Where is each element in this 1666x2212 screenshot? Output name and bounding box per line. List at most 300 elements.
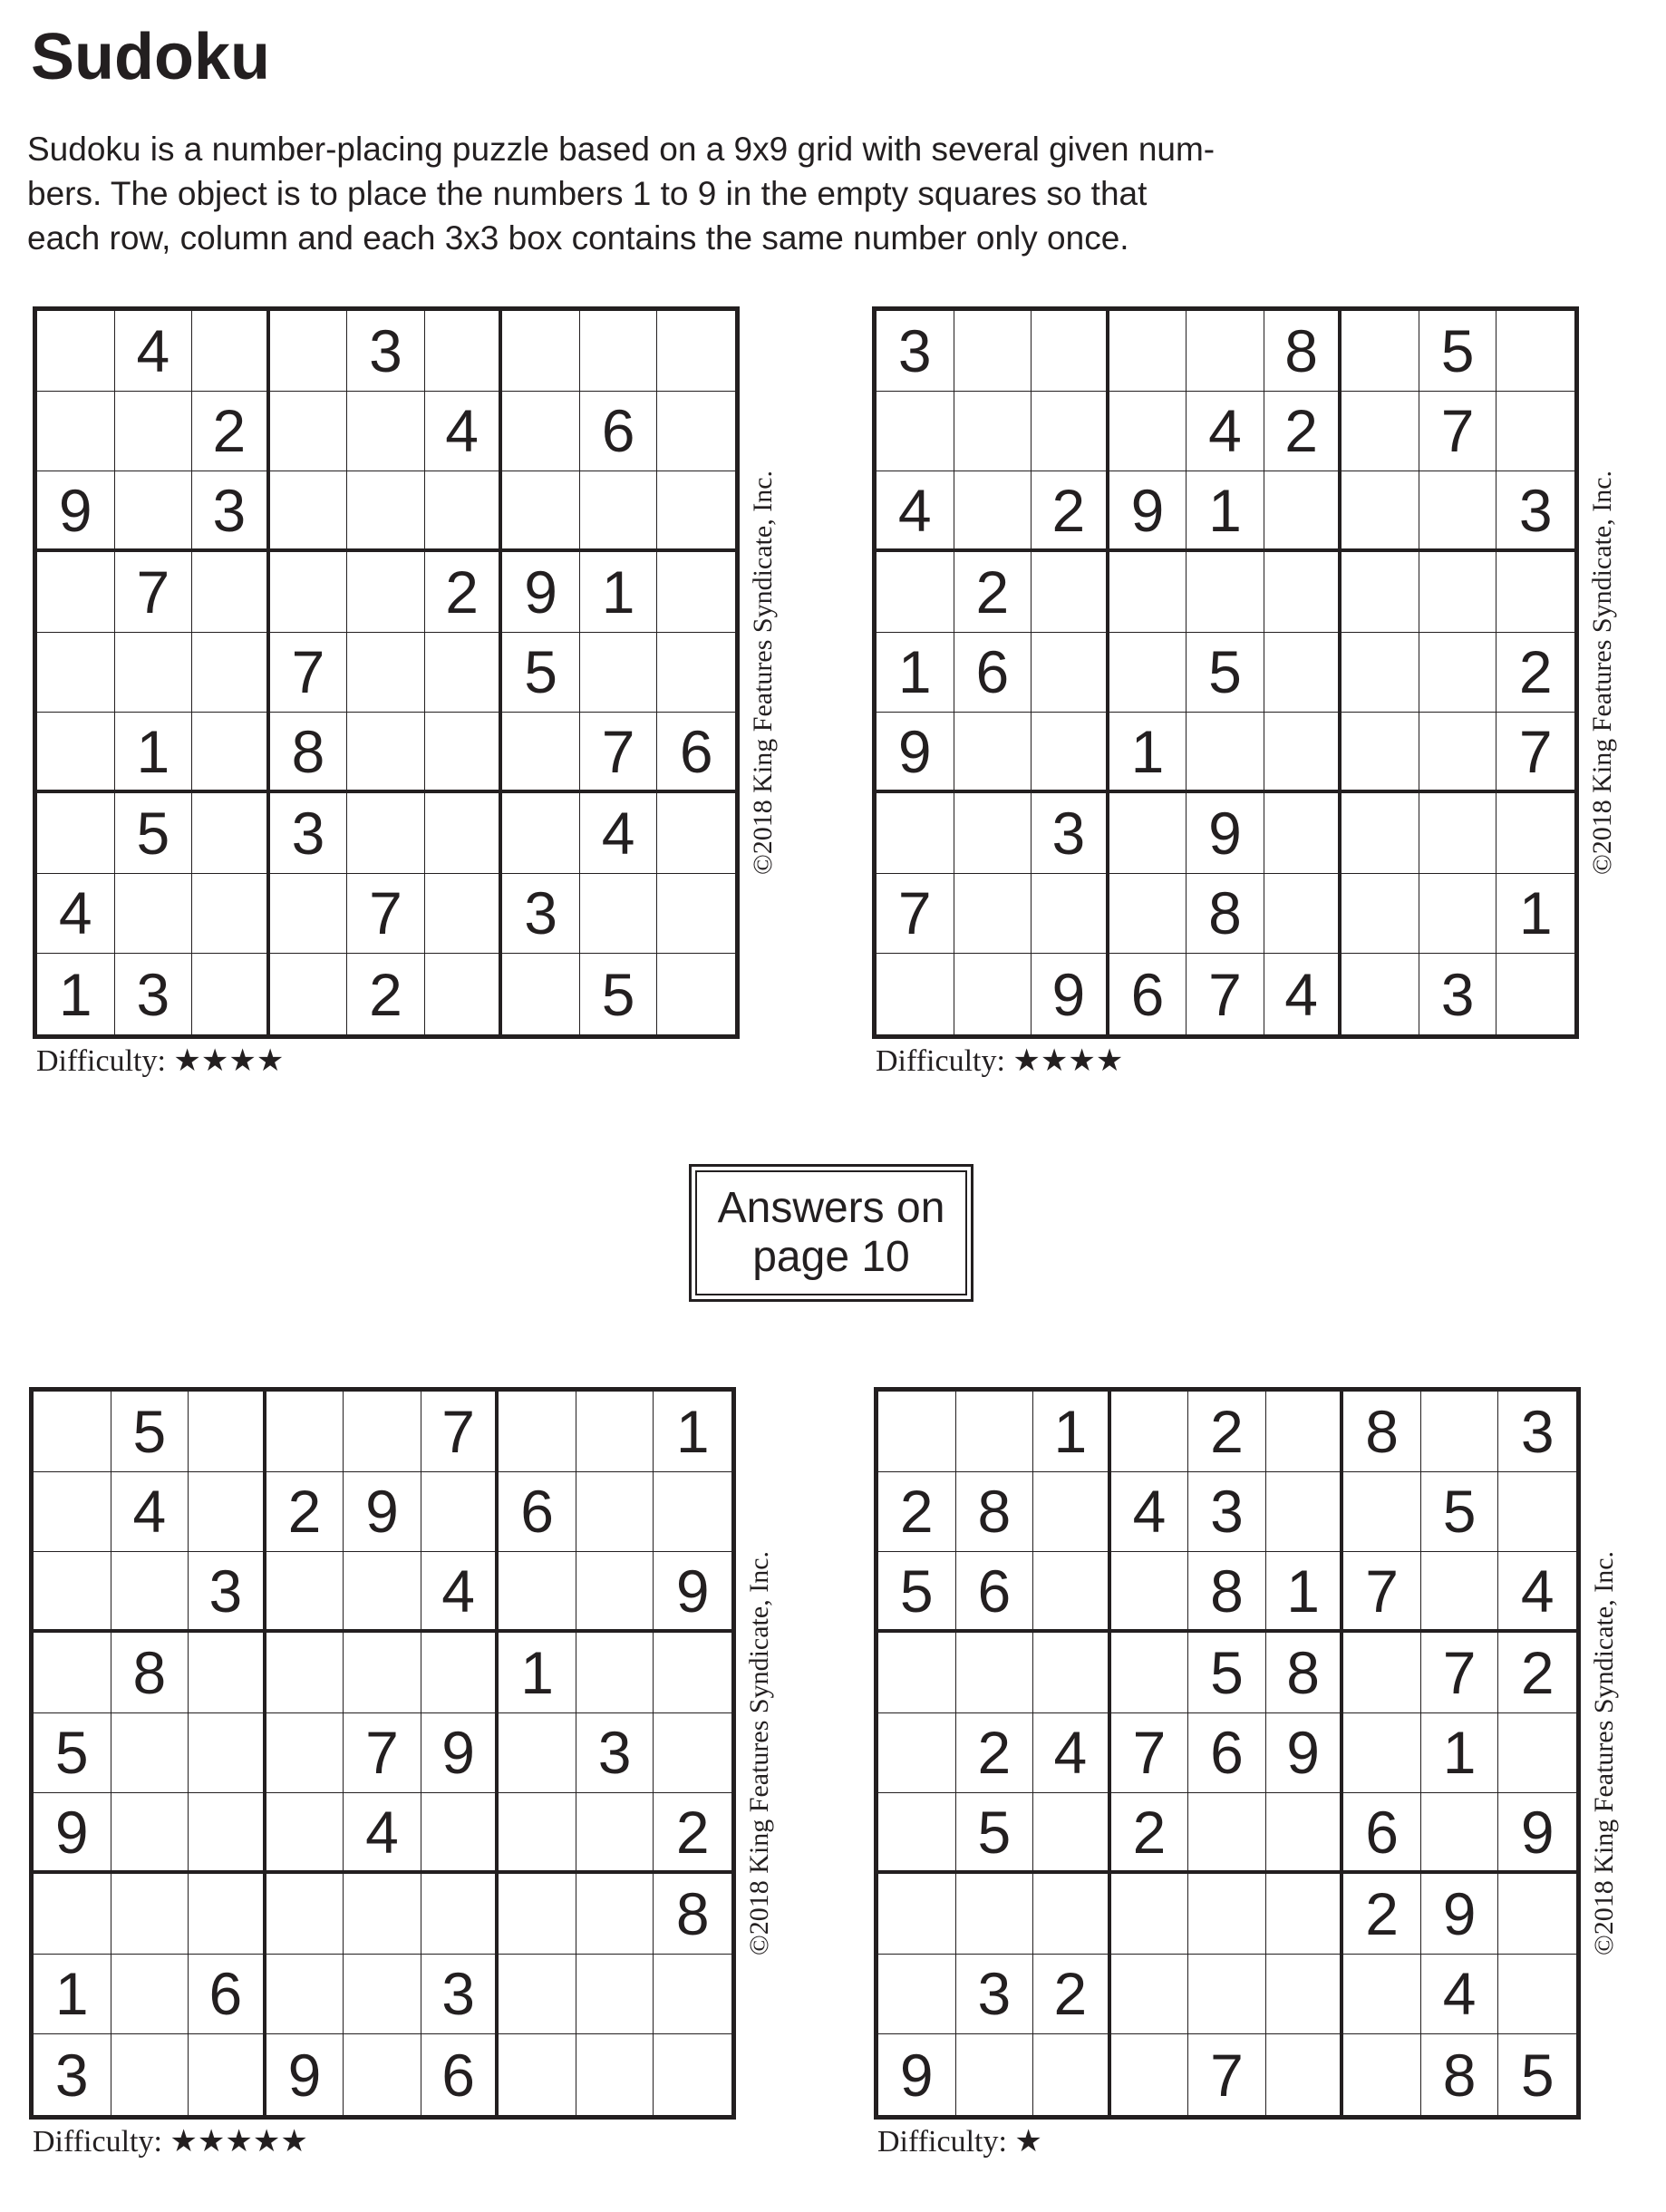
sudoku-cell[interactable]: [657, 793, 735, 874]
sudoku-cell[interactable]: [34, 1874, 111, 1955]
sudoku-cell[interactable]: [654, 1713, 731, 1794]
sudoku-cell[interactable]: [956, 2034, 1034, 2115]
sudoku-cell[interactable]: [1111, 1955, 1189, 2035]
sudoku-cell[interactable]: [956, 1392, 1034, 1472]
sudoku-cell[interactable]: [270, 392, 348, 472]
sudoku-cell[interactable]: [1498, 1955, 1576, 2035]
sudoku-cell[interactable]: [111, 2034, 189, 2115]
sudoku-cell[interactable]: [34, 1472, 111, 1553]
sudoku-cell[interactable]: 5: [1187, 633, 1264, 713]
sudoku-cell[interactable]: [877, 552, 954, 633]
sudoku-cell[interactable]: [1264, 793, 1342, 874]
sudoku-cell[interactable]: 5: [1520, 2041, 1555, 2109]
sudoku-cell[interactable]: [878, 1392, 956, 1472]
sudoku-cell[interactable]: [657, 552, 735, 633]
sudoku-cell[interactable]: [657, 633, 735, 713]
sudoku-cell[interactable]: [1496, 954, 1574, 1034]
sudoku-cell[interactable]: 9: [266, 2034, 344, 2115]
sudoku-cell[interactable]: [576, 1874, 654, 1955]
sudoku-cell[interactable]: [499, 2034, 576, 2115]
sudoku-cell[interactable]: [344, 2034, 421, 2115]
sudoku-cell[interactable]: [1264, 552, 1342, 633]
sudoku-cell[interactable]: 4: [877, 471, 954, 552]
sudoku-cell[interactable]: [499, 1552, 576, 1633]
sudoku-cell[interactable]: 6: [499, 1472, 576, 1553]
sudoku-cell[interactable]: [425, 793, 503, 874]
sudoku-cell[interactable]: [1033, 1793, 1111, 1874]
sudoku-cell[interactable]: [270, 954, 348, 1034]
sudoku-cell[interactable]: [657, 874, 735, 955]
sudoku-cell[interactable]: 3: [956, 1955, 1034, 2035]
sudoku-cell[interactable]: [654, 1472, 731, 1553]
sudoku-cell[interactable]: 3: [347, 311, 425, 392]
sudoku-cell[interactable]: [1187, 713, 1264, 793]
sudoku-cell[interactable]: 3: [34, 2034, 111, 2115]
sudoku-cell[interactable]: 9: [1266, 1713, 1344, 1794]
sudoku-cell[interactable]: 4: [1111, 1472, 1189, 1553]
sudoku-cell[interactable]: [878, 1633, 956, 1713]
sudoku-cell[interactable]: [1032, 633, 1109, 713]
sudoku-cell[interactable]: 2: [266, 1472, 344, 1553]
sudoku-cell[interactable]: [189, 1874, 266, 1955]
sudoku-cell[interactable]: [1111, 1633, 1189, 1713]
sudoku-cell[interactable]: 5: [1421, 1472, 1499, 1553]
sudoku-cell[interactable]: [189, 1472, 266, 1553]
sudoku-cell[interactable]: [111, 1793, 189, 1874]
sudoku-cell[interactable]: 2: [1111, 1793, 1189, 1874]
sudoku-cell[interactable]: [1342, 552, 1419, 633]
sudoku-cell[interactable]: [266, 1633, 344, 1713]
sudoku-cell[interactable]: [37, 793, 115, 874]
sudoku-cell[interactable]: [1419, 552, 1497, 633]
sudoku-cell[interactable]: [421, 1874, 499, 1955]
sudoku-cell[interactable]: 4: [344, 1793, 421, 1874]
sudoku-cell[interactable]: 7: [347, 874, 425, 955]
sudoku-cell[interactable]: 7: [1343, 1552, 1421, 1633]
sudoku-cell[interactable]: [344, 1633, 421, 1713]
sudoku-cell[interactable]: [956, 1874, 1034, 1955]
sudoku-cell[interactable]: [1033, 1874, 1111, 1955]
sudoku-cell[interactable]: [266, 1392, 344, 1472]
sudoku-cell[interactable]: [421, 1472, 499, 1553]
sudoku-cell[interactable]: 1: [1421, 1713, 1499, 1794]
sudoku-cell[interactable]: 9: [1498, 1793, 1576, 1874]
sudoku-cell[interactable]: [657, 392, 735, 472]
sudoku-cell[interactable]: [1343, 1633, 1421, 1713]
sudoku-cell[interactable]: [37, 311, 115, 392]
sudoku-cell[interactable]: [1033, 1472, 1111, 1553]
sudoku-cell[interactable]: [270, 874, 348, 955]
sudoku-cell[interactable]: [1032, 713, 1109, 793]
sudoku-cell[interactable]: 5: [111, 1392, 189, 1472]
sudoku-cell[interactable]: 3: [1419, 954, 1497, 1034]
sudoku-cell[interactable]: [1496, 311, 1574, 392]
sudoku-cell[interactable]: 9: [878, 2034, 956, 2115]
sudoku-cell[interactable]: 7: [1188, 2034, 1266, 2115]
sudoku-cell[interactable]: [502, 954, 580, 1034]
sudoku-cell[interactable]: [1109, 392, 1187, 472]
sudoku-cell[interactable]: 6: [954, 633, 1032, 713]
sudoku-cell[interactable]: [266, 1874, 344, 1955]
sudoku-cell[interactable]: [576, 1633, 654, 1713]
sudoku-cell[interactable]: [111, 1713, 189, 1794]
sudoku-cell[interactable]: [115, 471, 193, 552]
sudoku-cell[interactable]: 5: [1419, 311, 1497, 392]
sudoku-cell[interactable]: [111, 1955, 189, 2035]
sudoku-cell[interactable]: [1187, 311, 1264, 392]
sudoku-cell[interactable]: [954, 874, 1032, 955]
sudoku-cell[interactable]: 2: [956, 1713, 1034, 1794]
sudoku-cell[interactable]: [1419, 874, 1497, 955]
sudoku-cell[interactable]: [576, 1793, 654, 1874]
sudoku-cell[interactable]: 9: [1109, 471, 1187, 552]
sudoku-cell[interactable]: 3: [270, 793, 348, 874]
sudoku-cell[interactable]: 1: [654, 1392, 731, 1472]
sudoku-cell[interactable]: [502, 713, 580, 793]
sudoku-cell[interactable]: [1111, 1392, 1189, 1472]
sudoku-cell[interactable]: 9: [34, 1793, 111, 1874]
sudoku-cell[interactable]: [657, 954, 735, 1034]
sudoku-cell[interactable]: [1421, 1552, 1499, 1633]
sudoku-cell[interactable]: [954, 954, 1032, 1034]
sudoku-cell[interactable]: 5: [34, 1713, 111, 1794]
sudoku-cell[interactable]: 4: [1033, 1713, 1111, 1794]
sudoku-cell[interactable]: 4: [1187, 392, 1264, 472]
sudoku-cell[interactable]: [1419, 471, 1497, 552]
sudoku-cell[interactable]: [425, 633, 503, 713]
sudoku-cell[interactable]: 8: [1266, 1633, 1344, 1713]
sudoku-cell[interactable]: [189, 1392, 266, 1472]
sudoku-cell[interactable]: [1342, 471, 1419, 552]
sudoku-cell[interactable]: [954, 392, 1032, 472]
sudoku-cell[interactable]: [1342, 793, 1419, 874]
sudoku-cell[interactable]: 2: [878, 1472, 956, 1553]
sudoku-cell[interactable]: 3: [189, 1552, 266, 1633]
sudoku-cell[interactable]: 2: [1032, 471, 1109, 552]
sudoku-cell[interactable]: 8: [1421, 2034, 1499, 2115]
sudoku-cell[interactable]: [576, 1392, 654, 1472]
sudoku-cell[interactable]: [1266, 1392, 1344, 1472]
sudoku-cell[interactable]: 6: [1109, 954, 1187, 1034]
sudoku-cell[interactable]: 1: [37, 954, 115, 1034]
sudoku-cell[interactable]: 7: [580, 713, 658, 793]
sudoku-cell[interactable]: [1032, 311, 1109, 392]
sudoku-cell[interactable]: [266, 1552, 344, 1633]
sudoku-cell[interactable]: [425, 954, 503, 1034]
sudoku-cell[interactable]: [1188, 1793, 1266, 1874]
sudoku-cell[interactable]: [657, 311, 735, 392]
sudoku-cell[interactable]: [37, 392, 115, 472]
sudoku-cell[interactable]: 6: [1188, 1713, 1266, 1794]
sudoku-cell[interactable]: 1: [34, 1955, 111, 2035]
sudoku-cell[interactable]: 7: [115, 552, 193, 633]
sudoku-cell[interactable]: [425, 471, 503, 552]
sudoku-cell[interactable]: [270, 471, 348, 552]
sudoku-cell[interactable]: 9: [1032, 954, 1109, 1034]
sudoku-cell[interactable]: 2: [1496, 633, 1574, 713]
sudoku-cell[interactable]: [580, 311, 658, 392]
sudoku-cell[interactable]: 9: [654, 1552, 731, 1633]
sudoku-cell[interactable]: 5: [115, 793, 193, 874]
sudoku-cell[interactable]: [344, 1955, 421, 2035]
sudoku-cell[interactable]: [192, 633, 270, 713]
sudoku-cell[interactable]: 6: [1343, 1793, 1421, 1874]
sudoku-cell[interactable]: 7: [1111, 1713, 1189, 1794]
sudoku-cell[interactable]: 1: [1187, 471, 1264, 552]
sudoku-cell[interactable]: 3: [115, 954, 193, 1034]
sudoku-cell[interactable]: [1343, 2034, 1421, 2115]
sudoku-cell[interactable]: [1111, 2034, 1189, 2115]
sudoku-cell[interactable]: 8: [956, 1472, 1034, 1553]
sudoku-cell[interactable]: [37, 552, 115, 633]
sudoku-cell[interactable]: [956, 1633, 1034, 1713]
sudoku-cell[interactable]: 8: [1188, 1552, 1266, 1633]
sudoku-cell[interactable]: [1109, 633, 1187, 713]
sudoku-cell[interactable]: [1496, 392, 1574, 472]
sudoku-cell[interactable]: 7: [1496, 713, 1574, 793]
sudoku-cell[interactable]: [270, 552, 348, 633]
sudoku-cell[interactable]: [1188, 1955, 1266, 2035]
sudoku-cell[interactable]: [266, 1955, 344, 2035]
sudoku-cell[interactable]: 3: [192, 471, 270, 552]
sudoku-cell[interactable]: 1: [1496, 874, 1574, 955]
sudoku-cell[interactable]: 5: [1188, 1633, 1266, 1713]
sudoku-cell[interactable]: 8: [1264, 311, 1342, 392]
sudoku-cell[interactable]: [1342, 954, 1419, 1034]
sudoku-cell[interactable]: [347, 552, 425, 633]
sudoku-cell[interactable]: 4: [1264, 954, 1342, 1034]
sudoku-cell[interactable]: [878, 1713, 956, 1794]
sudoku-cell[interactable]: [425, 311, 503, 392]
sudoku-cell[interactable]: 3: [1496, 471, 1574, 552]
sudoku-cell[interactable]: 8: [1343, 1392, 1421, 1472]
sudoku-cell[interactable]: [1342, 874, 1419, 955]
sudoku-cell[interactable]: 1: [580, 552, 658, 633]
sudoku-cell[interactable]: [421, 1793, 499, 1874]
sudoku-cell[interactable]: [347, 793, 425, 874]
sudoku-cell[interactable]: [877, 793, 954, 874]
sudoku-cell[interactable]: 6: [189, 1955, 266, 2035]
sudoku-cell[interactable]: [1343, 1713, 1421, 1794]
sudoku-cell[interactable]: [580, 471, 658, 552]
sudoku-cell[interactable]: [344, 1552, 421, 1633]
sudoku-cell[interactable]: [1496, 552, 1574, 633]
sudoku-cell[interactable]: [192, 874, 270, 955]
sudoku-cell[interactable]: [37, 633, 115, 713]
sudoku-cell[interactable]: [421, 1633, 499, 1713]
sudoku-cell[interactable]: [1342, 713, 1419, 793]
sudoku-cell[interactable]: [576, 1472, 654, 1553]
sudoku-cell[interactable]: 7: [270, 633, 348, 713]
sudoku-cell[interactable]: [654, 2034, 731, 2115]
sudoku-cell[interactable]: 5: [956, 1793, 1034, 1874]
sudoku-cell[interactable]: [347, 633, 425, 713]
sudoku-cell[interactable]: 6: [956, 1552, 1034, 1633]
sudoku-cell[interactable]: [425, 713, 503, 793]
sudoku-cell[interactable]: [189, 2034, 266, 2115]
sudoku-cell[interactable]: [347, 713, 425, 793]
sudoku-cell[interactable]: [266, 1793, 344, 1874]
sudoku-cell[interactable]: [1342, 311, 1419, 392]
sudoku-cell[interactable]: [1421, 1392, 1499, 1472]
sudoku-cell[interactable]: [502, 793, 580, 874]
sudoku-cell[interactable]: 9: [344, 1472, 421, 1553]
sudoku-cell[interactable]: [1266, 1472, 1344, 1553]
sudoku-cell[interactable]: [1033, 1633, 1111, 1713]
sudoku-cell[interactable]: 3: [1188, 1472, 1266, 1553]
sudoku-cell[interactable]: [1109, 552, 1187, 633]
sudoku-cell[interactable]: [1343, 1472, 1421, 1553]
sudoku-cell[interactable]: [37, 713, 115, 793]
sudoku-cell[interactable]: 9: [877, 713, 954, 793]
sudoku-cell[interactable]: 2: [954, 552, 1032, 633]
sudoku-cell[interactable]: [657, 471, 735, 552]
sudoku-cell[interactable]: 7: [1187, 954, 1264, 1034]
sudoku-cell[interactable]: [1343, 1955, 1421, 2035]
sudoku-cell[interactable]: 2: [654, 1793, 731, 1874]
sudoku-cell[interactable]: [192, 793, 270, 874]
sudoku-cell[interactable]: 4: [115, 311, 193, 392]
sudoku-cell[interactable]: 9: [421, 1713, 499, 1794]
sudoku-cell[interactable]: 7: [1421, 1633, 1499, 1713]
sudoku-cell[interactable]: [954, 311, 1032, 392]
sudoku-cell[interactable]: 9: [1421, 1874, 1499, 1955]
sudoku-cell[interactable]: [1419, 793, 1497, 874]
sudoku-cell[interactable]: 6: [657, 713, 735, 793]
sudoku-cell[interactable]: [499, 1955, 576, 2035]
sudoku-cell[interactable]: [115, 392, 193, 472]
sudoku-cell[interactable]: 2: [1498, 1633, 1576, 1713]
sudoku-cell[interactable]: 6: [580, 392, 658, 472]
sudoku-cell[interactable]: [502, 392, 580, 472]
sudoku-cell[interactable]: [1419, 713, 1497, 793]
sudoku-cell[interactable]: 7: [877, 874, 954, 955]
sudoku-cell[interactable]: 1: [877, 633, 954, 713]
sudoku-cell[interactable]: [1033, 2034, 1111, 2115]
sudoku-cell[interactable]: [192, 713, 270, 793]
sudoku-cell[interactable]: [34, 1392, 111, 1472]
sudoku-cell[interactable]: [499, 1874, 576, 1955]
sudoku-cell[interactable]: [580, 633, 658, 713]
sudoku-cell[interactable]: [576, 2034, 654, 2115]
sudoku-cell[interactable]: [1498, 1713, 1576, 1794]
sudoku-cell[interactable]: 4: [421, 1552, 499, 1633]
sudoku-cell[interactable]: [1111, 1552, 1189, 1633]
sudoku-cell[interactable]: [1266, 1793, 1344, 1874]
sudoku-cell[interactable]: [1187, 552, 1264, 633]
sudoku-cell[interactable]: 4: [425, 392, 503, 472]
sudoku-cell[interactable]: [1109, 311, 1187, 392]
sudoku-cell[interactable]: 2: [1033, 1955, 1111, 2035]
sudoku-cell[interactable]: [499, 1713, 576, 1794]
sudoku-cell[interactable]: 7: [421, 1392, 499, 1472]
sudoku-cell[interactable]: 3: [576, 1713, 654, 1794]
sudoku-cell[interactable]: 4: [1498, 1552, 1576, 1633]
sudoku-cell[interactable]: [1032, 552, 1109, 633]
sudoku-cell[interactable]: [499, 1793, 576, 1874]
sudoku-cell[interactable]: [654, 1633, 731, 1713]
sudoku-cell[interactable]: [1264, 471, 1342, 552]
sudoku-cell[interactable]: 1: [1033, 1392, 1111, 1472]
sudoku-cell[interactable]: [1419, 633, 1497, 713]
sudoku-cell[interactable]: [499, 1392, 576, 1472]
sudoku-cell[interactable]: [580, 874, 658, 955]
sudoku-cell[interactable]: 3: [502, 874, 580, 955]
sudoku-cell[interactable]: 1: [115, 713, 193, 793]
sudoku-cell[interactable]: 8: [1187, 874, 1264, 955]
sudoku-cell[interactable]: [1109, 874, 1187, 955]
sudoku-cell[interactable]: [344, 1874, 421, 1955]
sudoku-cell[interactable]: [576, 1955, 654, 2035]
sudoku-cell[interactable]: 3: [1498, 1392, 1576, 1472]
sudoku-cell[interactable]: [115, 874, 193, 955]
sudoku-cell[interactable]: [1033, 1552, 1111, 1633]
sudoku-cell[interactable]: [347, 392, 425, 472]
sudoku-cell[interactable]: 9: [502, 552, 580, 633]
sudoku-cell[interactable]: [1264, 633, 1342, 713]
sudoku-cell[interactable]: [954, 793, 1032, 874]
sudoku-cell[interactable]: [189, 1713, 266, 1794]
sudoku-cell[interactable]: [270, 311, 348, 392]
sudoku-cell[interactable]: [1111, 1874, 1189, 1955]
sudoku-cell[interactable]: [1266, 1874, 1344, 1955]
sudoku-cell[interactable]: 8: [111, 1633, 189, 1713]
sudoku-cell[interactable]: 2: [1264, 392, 1342, 472]
sudoku-cell[interactable]: 5: [878, 1552, 956, 1633]
sudoku-cell[interactable]: 2: [192, 392, 270, 472]
sudoku-cell[interactable]: [1264, 874, 1342, 955]
sudoku-cell[interactable]: 4: [111, 1472, 189, 1553]
sudoku-cell[interactable]: 9: [1187, 793, 1264, 874]
sudoku-cell[interactable]: [266, 1713, 344, 1794]
sudoku-cell[interactable]: [654, 1955, 731, 2035]
sudoku-cell[interactable]: [954, 471, 1032, 552]
sudoku-cell[interactable]: 7: [344, 1713, 421, 1794]
sudoku-cell[interactable]: 3: [1032, 793, 1109, 874]
sudoku-cell[interactable]: 2: [1343, 1874, 1421, 1955]
sudoku-cell[interactable]: 2: [425, 552, 503, 633]
sudoku-cell[interactable]: [192, 311, 270, 392]
sudoku-cell[interactable]: [1032, 874, 1109, 955]
sudoku-cell[interactable]: [878, 1793, 956, 1874]
sudoku-cell[interactable]: [189, 1633, 266, 1713]
sudoku-cell[interactable]: [1498, 1874, 1576, 1955]
sudoku-cell[interactable]: [954, 713, 1032, 793]
sudoku-cell[interactable]: [34, 1552, 111, 1633]
sudoku-cell[interactable]: 1: [499, 1633, 576, 1713]
sudoku-cell[interactable]: [1109, 793, 1187, 874]
sudoku-cell[interactable]: 8: [270, 713, 348, 793]
sudoku-cell[interactable]: [111, 1552, 189, 1633]
sudoku-cell[interactable]: 7: [1419, 392, 1497, 472]
sudoku-cell[interactable]: 5: [580, 954, 658, 1034]
sudoku-cell[interactable]: 1: [1266, 1552, 1344, 1633]
sudoku-cell[interactable]: [344, 1392, 421, 1472]
sudoku-cell[interactable]: [189, 1793, 266, 1874]
sudoku-cell[interactable]: [1266, 1955, 1344, 2035]
sudoku-cell[interactable]: [877, 392, 954, 472]
sudoku-cell[interactable]: 3: [421, 1955, 499, 2035]
sudoku-cell[interactable]: 6: [421, 2034, 499, 2115]
sudoku-cell[interactable]: [1264, 713, 1342, 793]
sudoku-cell[interactable]: [877, 954, 954, 1034]
sudoku-cell[interactable]: 2: [1188, 1392, 1266, 1472]
sudoku-cell[interactable]: 4: [1421, 1955, 1499, 2035]
sudoku-cell[interactable]: 4: [580, 793, 658, 874]
sudoku-cell[interactable]: [1342, 633, 1419, 713]
sudoku-cell[interactable]: 1: [1109, 713, 1187, 793]
sudoku-cell[interactable]: [1266, 2034, 1344, 2115]
